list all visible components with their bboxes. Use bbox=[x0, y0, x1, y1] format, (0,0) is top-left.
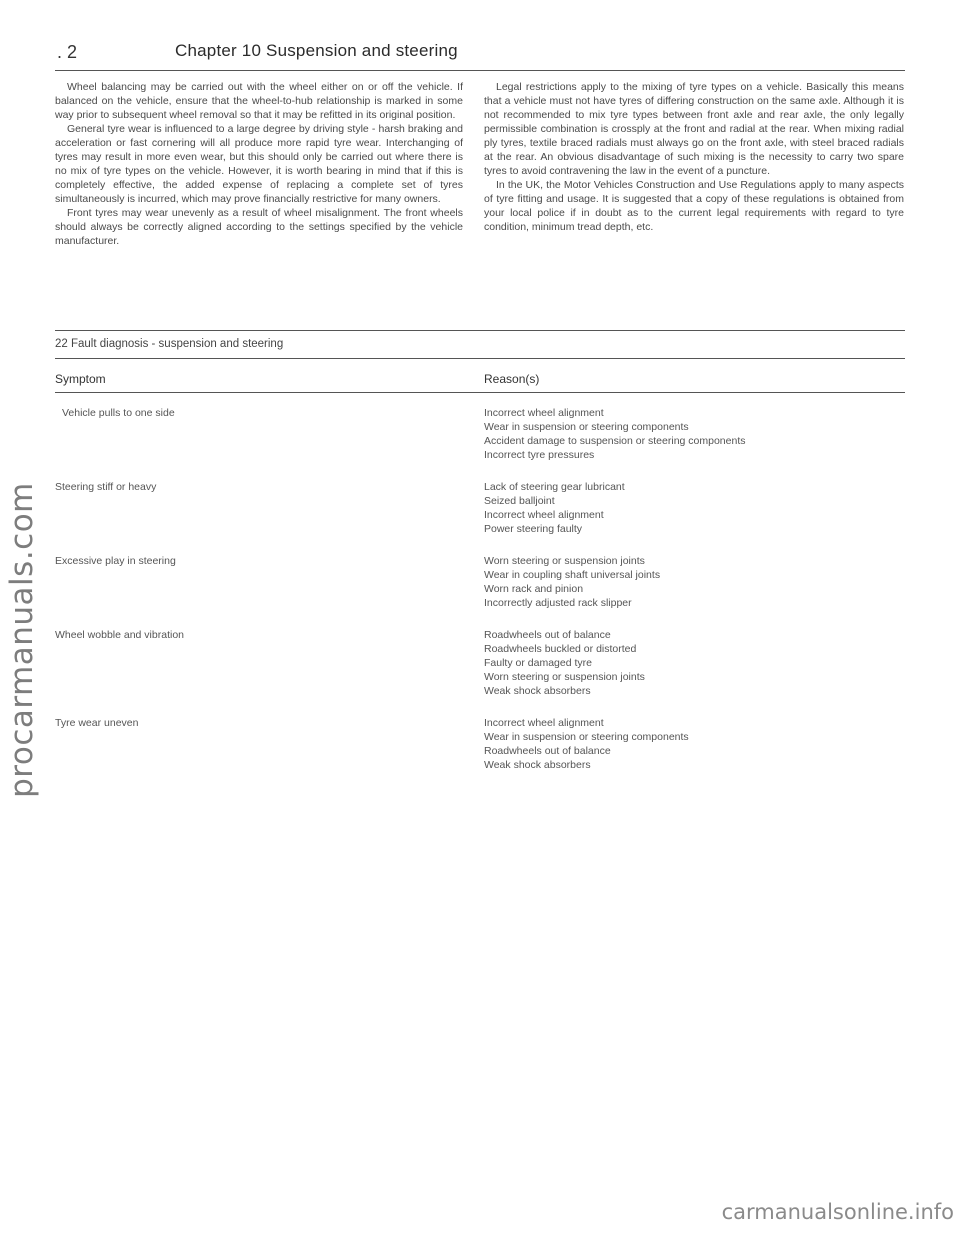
reason-text: Accident damage to suspension or steering components bbox=[484, 435, 746, 447]
table-row-reasons bbox=[484, 480, 625, 536]
table-row-symptom bbox=[55, 628, 184, 642]
right-paragraph: In the UK, the Motor Vehicles Construction and Use Regulations apply to many aspects of tyre fitting and usage. It is suggested that a copy of these regulations is obtained from your local police if in doubt as to the current legal requirements with regard to tyre condition, minimum tread depth, etc. bbox=[484, 179, 904, 233]
table-header-rule bbox=[55, 392, 905, 393]
side-watermark-text: procarmanuals.com bbox=[4, 482, 41, 798]
left-paragraph: Front tyres may wear unevenly as a result of wheel misalignment. The front wheels should always be correctly aligned according to the settings specified by the vehicle manufacturer. bbox=[55, 207, 463, 247]
reason-text: Incorrectly adjusted rack slipper bbox=[484, 597, 632, 609]
reason-text: Seized balljoint bbox=[484, 495, 555, 507]
table-row-symptom bbox=[55, 716, 138, 730]
reason-text: Roadwheels buckled or distorted bbox=[484, 643, 637, 655]
reason-text: Worn rack and pinion bbox=[484, 583, 584, 595]
reason-text: Incorrect tyre pressures bbox=[484, 449, 595, 461]
table-row-reasons bbox=[484, 554, 660, 610]
section-top-rule bbox=[55, 330, 905, 331]
left-paragraph: General tyre wear is influenced to a large degree by driving style - harsh braking and acceleration or fast cornering will all produce more rapid tyre wear. Interchanging of tyres may result in more even wear, but this should only be carried out where there is no mix of tyre types on the vehicle. However, it is worth bearing in mind that if this is completely effective, the added expense of replacing a complete set of tyres simultaneously is incurred, which may prove financially restrictive for many owners. bbox=[55, 123, 463, 205]
reason-text: Worn steering or suspension joints bbox=[484, 555, 645, 567]
reason-text: Faulty or damaged tyre bbox=[484, 657, 592, 669]
table-row-reasons bbox=[484, 716, 689, 772]
side-watermark bbox=[2, 360, 42, 920]
reason-text: Incorrect wheel alignment bbox=[484, 717, 604, 729]
reason-text: Incorrect wheel alignment bbox=[484, 407, 604, 419]
symptom-text: Steering stiff or heavy bbox=[55, 481, 157, 493]
right-text-column bbox=[484, 80, 904, 234]
reason-text: Wear in suspension or steering components bbox=[484, 731, 689, 743]
table-row-reasons bbox=[484, 628, 645, 698]
left-text-column bbox=[55, 80, 463, 248]
reason-text: Roadwheels out of balance bbox=[484, 629, 611, 641]
reason-text: Wear in suspension or steering components bbox=[484, 421, 689, 433]
reason-text: Weak shock absorbers bbox=[484, 685, 591, 697]
table-row-symptom bbox=[55, 480, 156, 494]
chapter-title: Chapter 10 Suspension and steering bbox=[175, 41, 458, 60]
reason-column-header: Reason(s) bbox=[484, 372, 540, 386]
header-rule bbox=[55, 70, 905, 71]
reason-text: Power steering faulty bbox=[484, 523, 583, 535]
section-heading: 22 Fault diagnosis - suspension and steering bbox=[55, 338, 284, 350]
reason-text: Roadwheels out of balance bbox=[484, 745, 611, 757]
page-number: . 2 bbox=[57, 42, 78, 62]
table-row-symptom bbox=[62, 406, 175, 420]
symptom-text: Tyre wear uneven bbox=[55, 717, 139, 729]
reason-text: Incorrect wheel alignment bbox=[484, 509, 604, 521]
page-header bbox=[55, 38, 905, 68]
left-paragraph: Wheel balancing may be carried out with the wheel either on or off the vehicle. If balanced on the vehicle, ensure that the wheel-to-hub relationship is marked in some way prior to subsequent wheel removal so that it may be refitted in its original position. bbox=[55, 81, 463, 121]
right-paragraph: Legal restrictions apply to the mixing of tyre types on a vehicle. Basically this means that a vehicle must not have tyres of differing construction on the same axle. Although it is not recommended to mix tyre types between front axle and rear axle, the only legally permissible combination is crossply at the front and radial at the rear. When mixing radial ply tyres, textile braced radials must always go on the front axle, with steel braced radials at the rear. An obvious disadvantage of such mixing is the necessity to carry two spare tyres to avoid contravening the law in the event of a puncture. bbox=[484, 81, 904, 177]
section-bottom-rule bbox=[55, 358, 905, 359]
symptom-column-header: Symptom bbox=[55, 372, 106, 386]
symptom-text: Wheel wobble and vibration bbox=[55, 629, 184, 641]
table-row-reasons bbox=[484, 406, 746, 462]
table-row-symptom bbox=[55, 554, 176, 568]
reason-text: Worn steering or suspension joints bbox=[484, 671, 645, 683]
reason-text: Weak shock absorbers bbox=[484, 759, 591, 771]
reason-text: Wear in coupling shaft universal joints bbox=[484, 569, 661, 581]
footer-watermark: carmanualsonline.info bbox=[721, 1200, 954, 1224]
symptom-text: Excessive play in steering bbox=[55, 555, 176, 567]
reason-text: Lack of steering gear lubricant bbox=[484, 481, 625, 493]
symptom-text: Vehicle pulls to one side bbox=[62, 407, 175, 419]
